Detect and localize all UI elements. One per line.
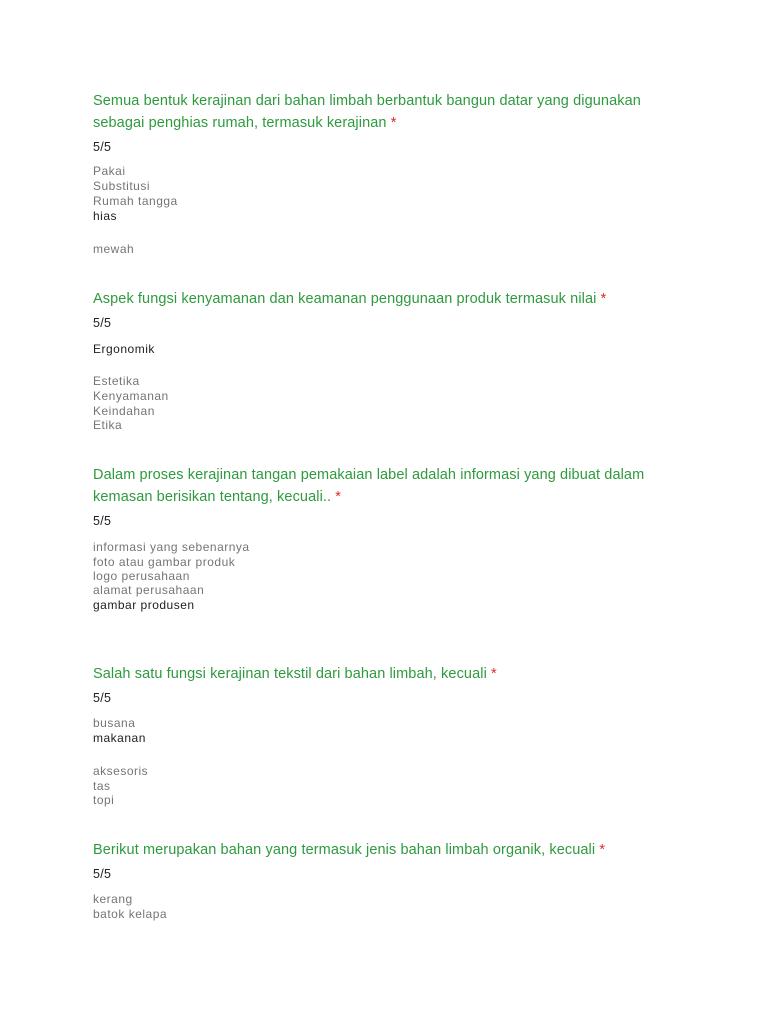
question-2-title: Aspek fungsi kenyamanan dan keamanan penggunaan produk termasuk nilai * [93, 291, 607, 307]
question-4-option[interactable]: tas [93, 779, 111, 793]
required-mark: * [599, 842, 606, 858]
question-4-option[interactable]: aksesoris [93, 764, 149, 778]
question-1-option-selected[interactable]: hias [93, 209, 118, 223]
question-4-title: Salah satu fungsi kerajinan tekstil dari bahan limbah, kecuali * [93, 666, 497, 682]
question-2-score: 5/5 [93, 316, 112, 330]
question-1-option[interactable]: Rumah tangga [93, 194, 178, 208]
required-mark: * [335, 489, 342, 505]
question-3-option[interactable]: logo perusahaan [93, 569, 190, 583]
question-2 [93, 288, 693, 310]
question-1-option[interactable]: mewah [93, 242, 135, 256]
question-1-score: 5/5 [93, 140, 112, 154]
question-4-score: 5/5 [93, 691, 112, 705]
question-5-option[interactable]: kerang [93, 892, 133, 906]
question-2-option[interactable]: Etika [93, 418, 123, 432]
question-4-option-selected[interactable]: makanan [93, 731, 146, 745]
question-5-title: Berikut merupakan bahan yang termasuk jenis bahan limbah organik, kecuali * [93, 842, 606, 858]
question-2-option[interactable]: Kenyamanan [93, 389, 169, 403]
question-4-option[interactable]: busana [93, 716, 136, 730]
question-3-option[interactable]: alamat perusahaan [93, 583, 205, 597]
question-3-option[interactable]: foto atau gambar produk [93, 555, 236, 569]
question-5 [93, 839, 693, 861]
question-3-option-selected[interactable]: gambar produsen [93, 598, 195, 612]
question-4-option[interactable]: topi [93, 793, 115, 807]
question-1-title: Semua bentuk kerajinan dari bahan limbah berbantuk bangun datar yang digunakan sebagai penghias rumah, termasuk kerajinan * [93, 93, 641, 131]
question-1 [93, 90, 693, 134]
question-1-option[interactable]: Substitusi [93, 179, 151, 193]
required-mark: * [491, 666, 497, 682]
question-2-option[interactable]: Keindahan [93, 404, 155, 418]
question-5-score: 5/5 [93, 867, 112, 881]
question-3-option[interactable]: informasi yang sebenarnya [93, 540, 250, 554]
question-3-score: 5/5 [93, 514, 112, 528]
required-mark: * [600, 291, 607, 307]
question-3 [93, 464, 693, 508]
question-5-option[interactable]: batok kelapa [93, 907, 168, 921]
question-1-option[interactable]: Pakai [93, 164, 126, 178]
question-4 [93, 663, 693, 685]
question-2-option[interactable]: Estetika [93, 374, 140, 388]
question-2-option-selected[interactable]: Ergonomik [93, 342, 155, 356]
question-3-title: Dalam proses kerajinan tangan pemakaian label adalah informasi yang dibuat dalam kemasan berisikan tentang, kecuali.. * [93, 467, 645, 505]
required-mark: * [390, 115, 397, 131]
